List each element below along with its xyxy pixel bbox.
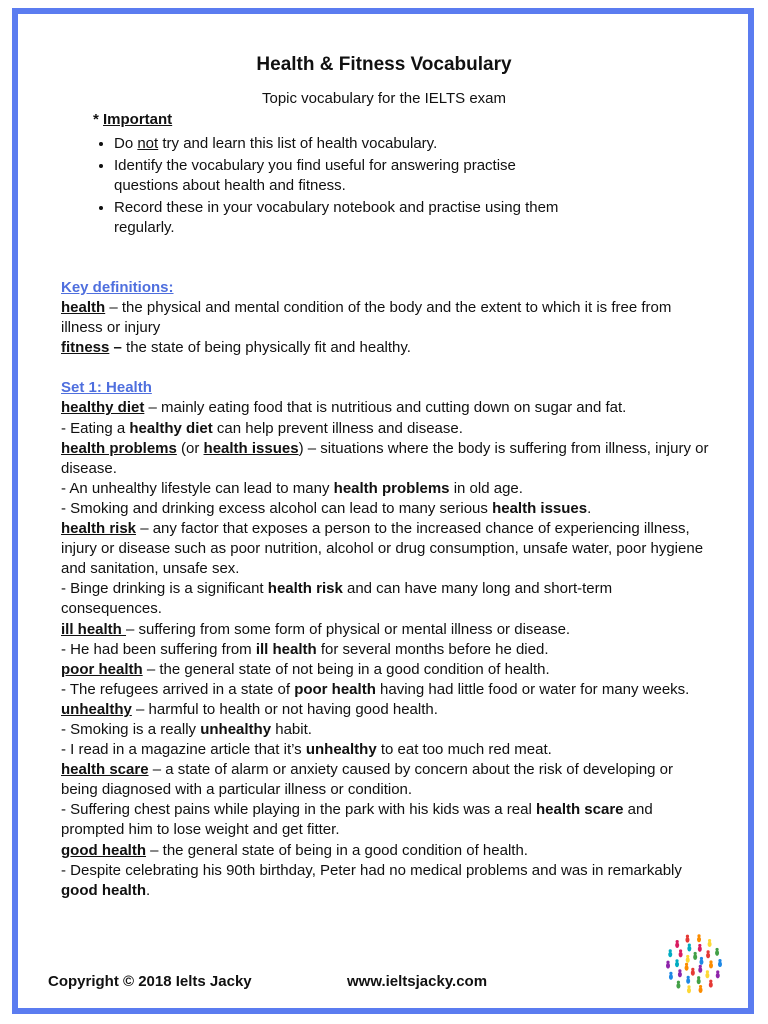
definition-entry: fitness – the state of being physically fit and healthy. [61, 339, 411, 357]
document-body [61, 278, 711, 901]
vocab-entry: healthy diet – mainly eating food that is nutritious and cutting down on sugar and fat. [61, 399, 627, 417]
example-sentence: - The refugees arrived in a state of poor health having had little food or water for many weeks. [61, 680, 690, 698]
page-title: Health & Fitness Vocabulary [256, 54, 512, 75]
vocab-entry: health problems (or health issues) – situations where the body is suffering from illness, injury or disease. [61, 439, 709, 477]
example-sentence: - He had been suffering from ill health for several months before he died. [61, 640, 549, 658]
vocab-entry: health risk – any factor that exposes a person to the increased chance of experiencing illness, injury or disease such as poor nutrition, alcohol or drug consumption, unsafe water, poor hygiene and sanitation, unsafe sex. [61, 520, 704, 578]
example-sentence: - Eating a healthy diet can help prevent illness and disease. [61, 419, 463, 437]
vocab-entry: unhealthy – harmful to health or not having good health. [61, 700, 438, 718]
example-sentence: - An unhealthy lifestyle can lead to many health problems in old age. [61, 479, 523, 497]
globe-people-logo-icon [662, 932, 726, 996]
definition-entry: health – the physical and mental condition of the body and the extent to which it is free from illness or injury [61, 299, 672, 337]
page-subtitle: Topic vocabulary for the IELTS exam [262, 90, 506, 107]
vocab-entry: health scare – a state of alarm or anxiety caused by concern about the risk of developing or being diagnosed with a particular illness or condition. [61, 761, 674, 799]
list-item: • Identify the vocabulary you find useful for answering practise questions about health and fitness. [114, 156, 584, 196]
example-sentence: - I read in a magazine article that it’s unhealthy to eat too much red meat. [61, 741, 552, 759]
vocab-entry: good health – the general state of being in a good condition of health. [61, 841, 528, 859]
website-link[interactable]: www.ieltsjacky.com [347, 973, 488, 990]
vocab-entry: ill health – suffering from some form of physical or mental illness or disease. [61, 620, 571, 638]
example-sentence: - Binge drinking is a significant health risk and can have many long and short-term consequences. [61, 580, 613, 618]
list-item: • Record these in your vocabulary notebook and practise using them regularly. [114, 198, 584, 238]
copyright-text: Copyright © 2018 Ielts Jacky [48, 973, 252, 990]
vocab-entry: poor health – the general state of not being in a good condition of health. [61, 660, 550, 678]
set1-heading: Set 1: Health [61, 379, 152, 397]
list-item: • Do not try and learn this list of health vocabulary. [114, 134, 584, 154]
key-definitions-heading: Key definitions: [61, 279, 174, 296]
important-list [96, 132, 584, 238]
example-sentence: - Smoking is a really unhealthy habit. [61, 720, 312, 738]
important-heading: * Important [93, 111, 173, 128]
example-sentence: - Despite celebrating his 90th birthday, Peter had no medical problems and was in remarkably good health. [61, 861, 682, 899]
example-sentence: - Suffering chest pains while playing in the park with his kids was a real health scare and prompted him to lose weight and get fitter. [61, 801, 653, 839]
example-sentence: - Smoking and drinking excess alcohol can lead to many serious health issues. [61, 499, 592, 517]
